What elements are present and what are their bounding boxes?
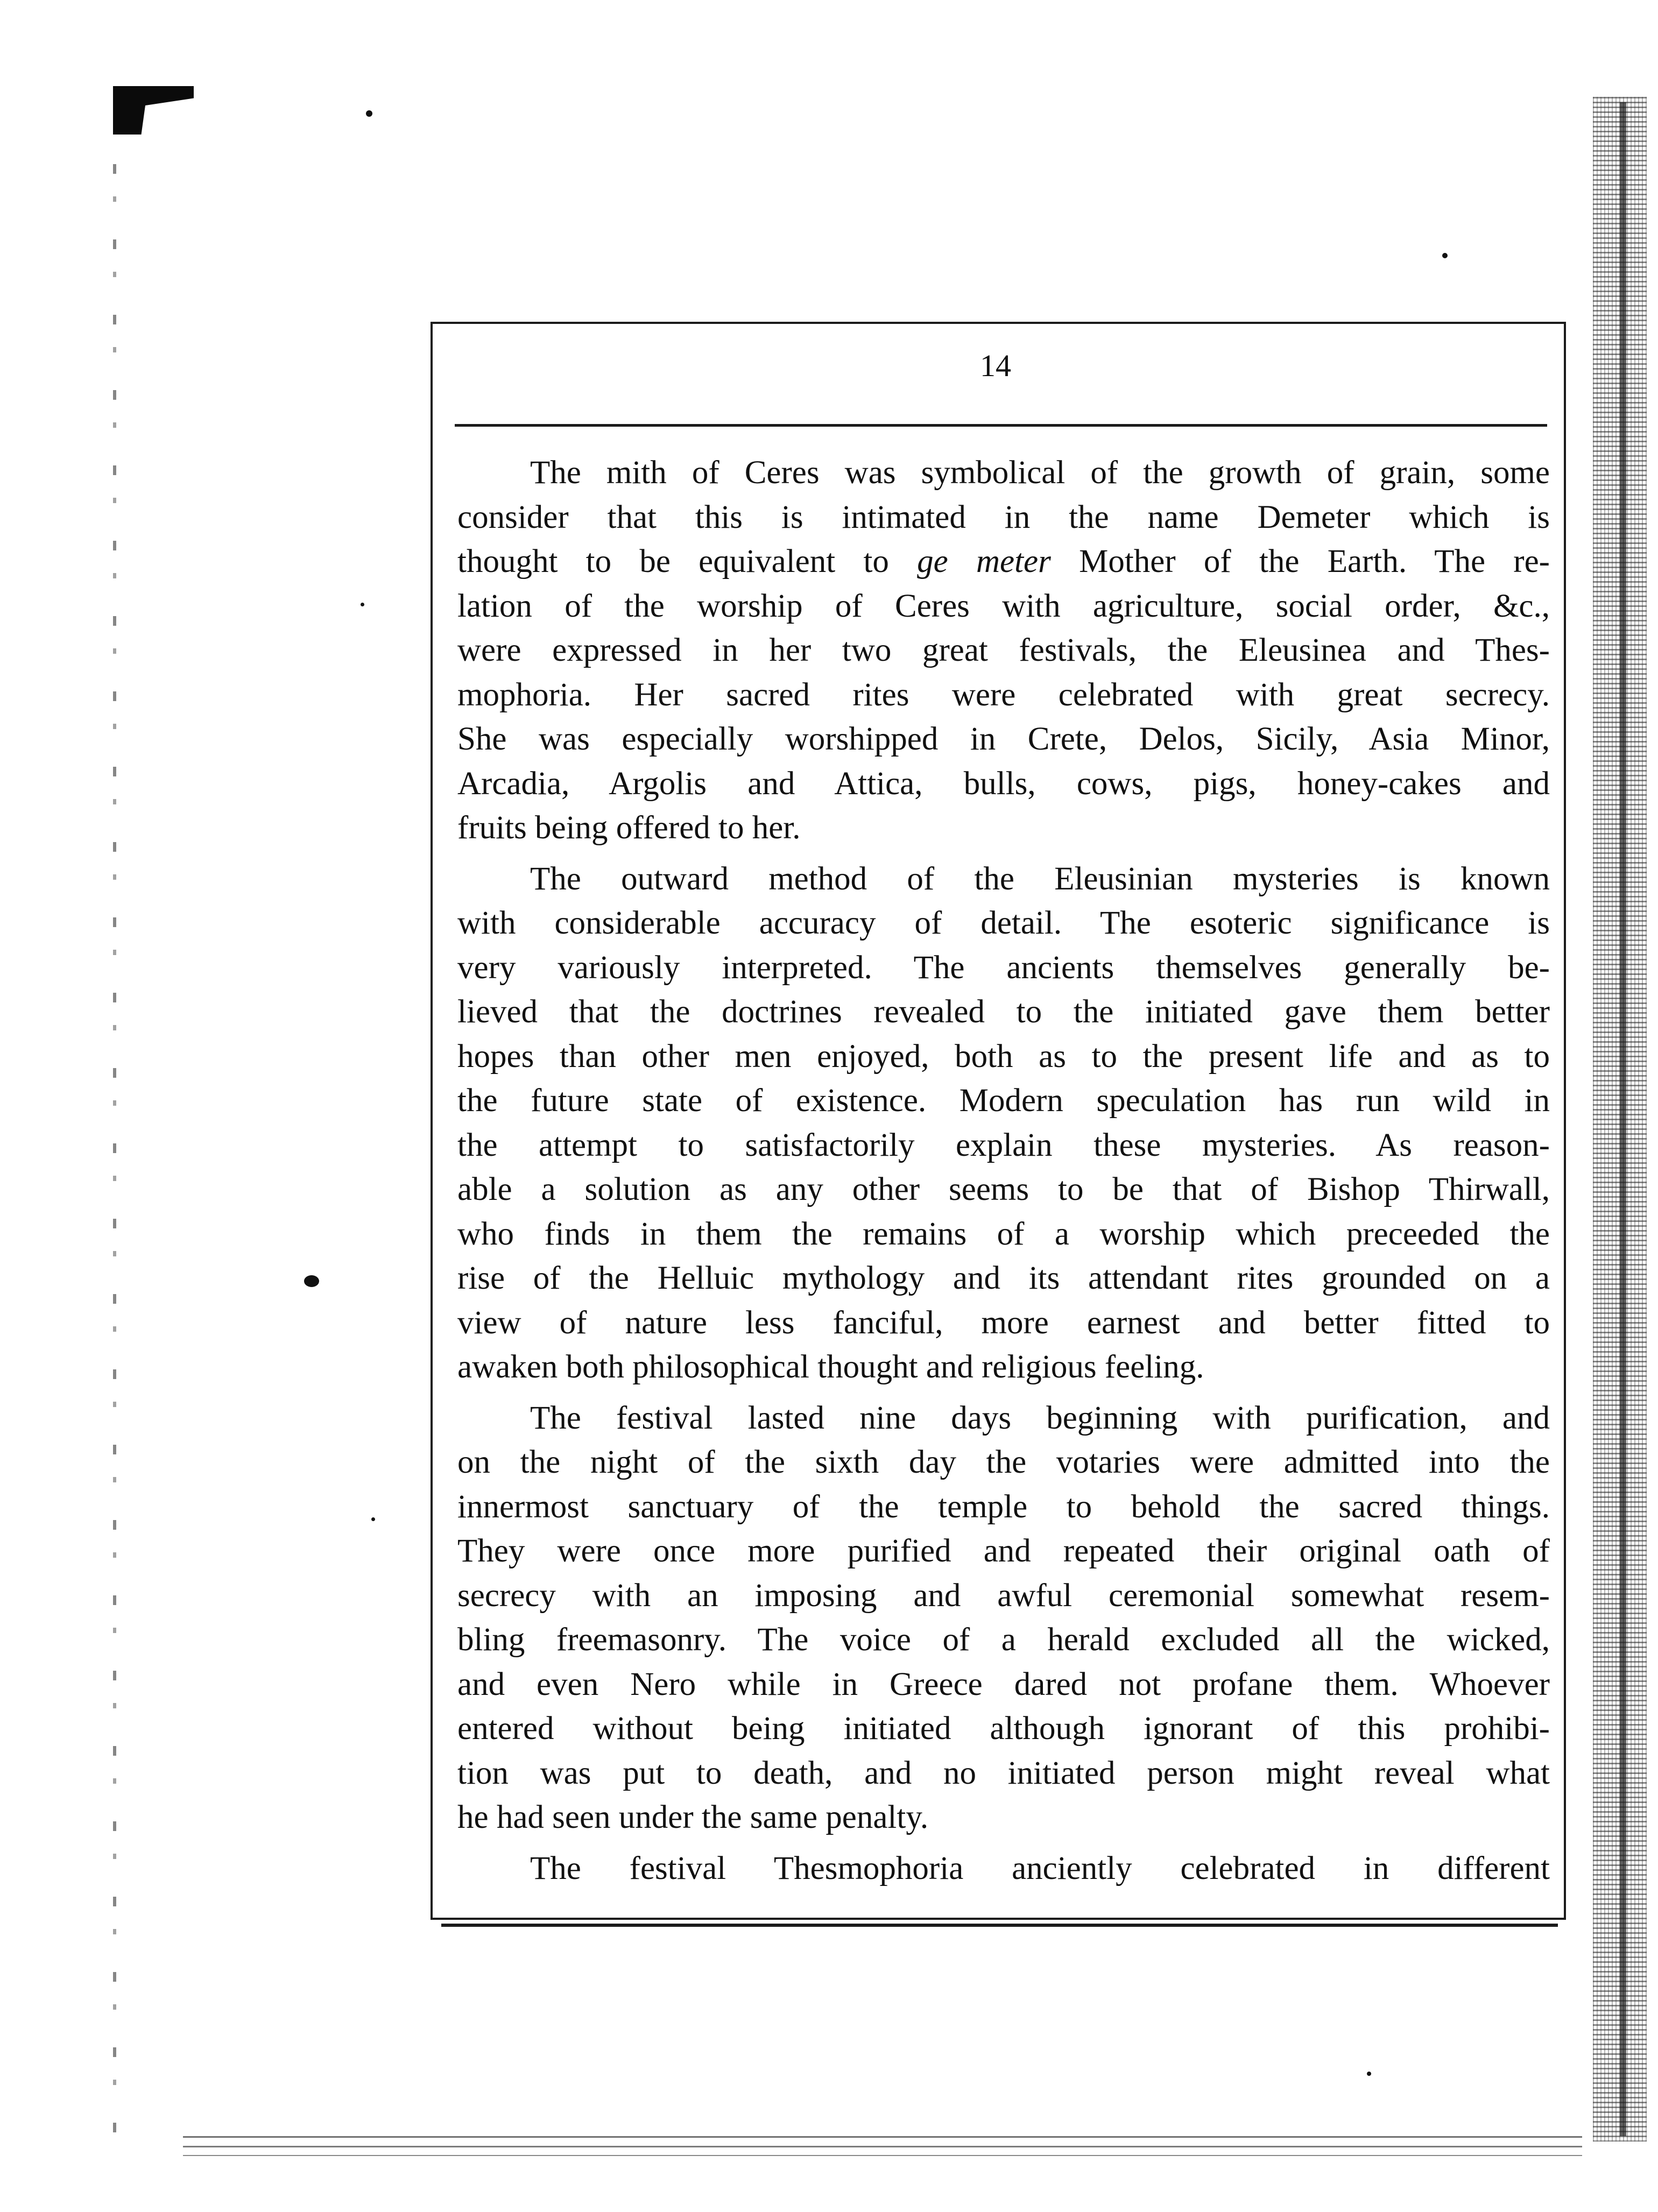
text-fragment: The re- [1434,543,1550,579]
scan-speck [366,110,372,117]
text-fragment: Mother of the Earth. [1079,543,1407,579]
text-line: The mith of Ceres was symbolical of the growth of grain, some [530,455,1550,491]
text-line: lation of the worship of Ceres with agriculture, social order, &c., [457,588,1550,624]
text-line: She was especially worshipped in Crete, Delos, Sicily, Asia Minor, [457,721,1550,757]
text-line: mophoria. Her sacred rites were celebrated with great secrecy. [457,676,1550,713]
text-fragment: thought to be equivalent to [457,543,918,579]
text-line: secrecy with an imposing and awful ceremonial somewhat resem- [457,1577,1550,1614]
italic-term: ge meter [917,543,1051,579]
text-line: consider that this is intimated in the name Demeter which is [457,499,1550,535]
text-line: view of nature less fanciful, more earnest and better fitted to [457,1304,1550,1341]
text-line: the future state of existence. Modern speculation has run wild in [457,1083,1550,1119]
text-line: tion was put to death, and no initiated person might reveal what [457,1755,1550,1791]
paragraph-ceres-myth [457,451,1550,851]
scan-corner-mark [113,86,194,135]
header-rule [455,424,1547,427]
footer-rule [441,1924,1558,1927]
text-line: and even Nero while in Greece dared not profane them. Whoever [457,1666,1550,1702]
paragraph-thesmophoria [457,1847,1550,1891]
scan-bottom-scratch [183,2125,1582,2163]
page-body [457,451,1550,1891]
scan-speck [1442,253,1448,258]
text-line: Arcadia, Argolis and Attica, bulls, cows, pigs, honey-cakes and [457,765,1550,802]
scan-speck [304,1275,319,1287]
text-line: were expressed in her two great festivals, the Eleusinea and Thes- [457,632,1550,668]
text-line: the attempt to satisfactorily explain these mysteries. As reason- [457,1127,1550,1163]
text-line: innermost sanctuary of the temple to behold the sacred things. [457,1488,1550,1525]
paragraph-eleusinian-mysteries [457,857,1550,1390]
text-line: who finds in them the remains of a worship which preceeded the [457,1215,1550,1252]
page-number: 14 [980,348,1011,383]
text-line [457,540,1550,584]
text-line: bling freemasonry. The voice of a herald excluded all the wicked, [457,1622,1550,1658]
text-line: very variously interpreted. The ancients themselves generally be- [457,949,1550,986]
text-line: The outward method of the Eleusinian mysteries is known [530,860,1550,897]
scan-speck [371,1517,375,1521]
text-line: The festival Thesmophoria anciently celebrated in different [530,1850,1550,1886]
text-line: on the night of the sixth day the votaries were admitted into the [457,1444,1550,1480]
scan-speck [361,603,364,606]
scan-right-edge-bar [1620,102,1626,2136]
scan-speck [1367,2072,1371,2076]
scan-left-edge [113,89,116,2155]
text-line: lieved that the doctrines revealed to the initiated gave them better [457,994,1550,1030]
text-line: hopes than other men enjoyed, both as to the present life and as to [457,1038,1550,1075]
paragraph-festival [457,1396,1550,1840]
text-line: entered without being initiated although ignorant of this prohibi- [457,1711,1550,1747]
text-line: he had seen under the same penalty. [457,1799,929,1835]
text-line: with considerable accuracy of detail. The esoteric significance is [457,905,1550,941]
text-line: The festival lasted nine days beginning with purification, and [530,1400,1550,1436]
text-line: fruits being offered to her. [457,810,801,846]
text-line: They were once more purified and repeated their original oath of [457,1533,1550,1569]
text-line: awaken both philosophical thought and religious feeling. [457,1349,1204,1385]
text-line: rise of the Helluic mythology and its attendant rites grounded on a [457,1260,1550,1296]
text-line: able a solution as any other seems to be that of Bishop Thirwall, [457,1171,1550,1207]
